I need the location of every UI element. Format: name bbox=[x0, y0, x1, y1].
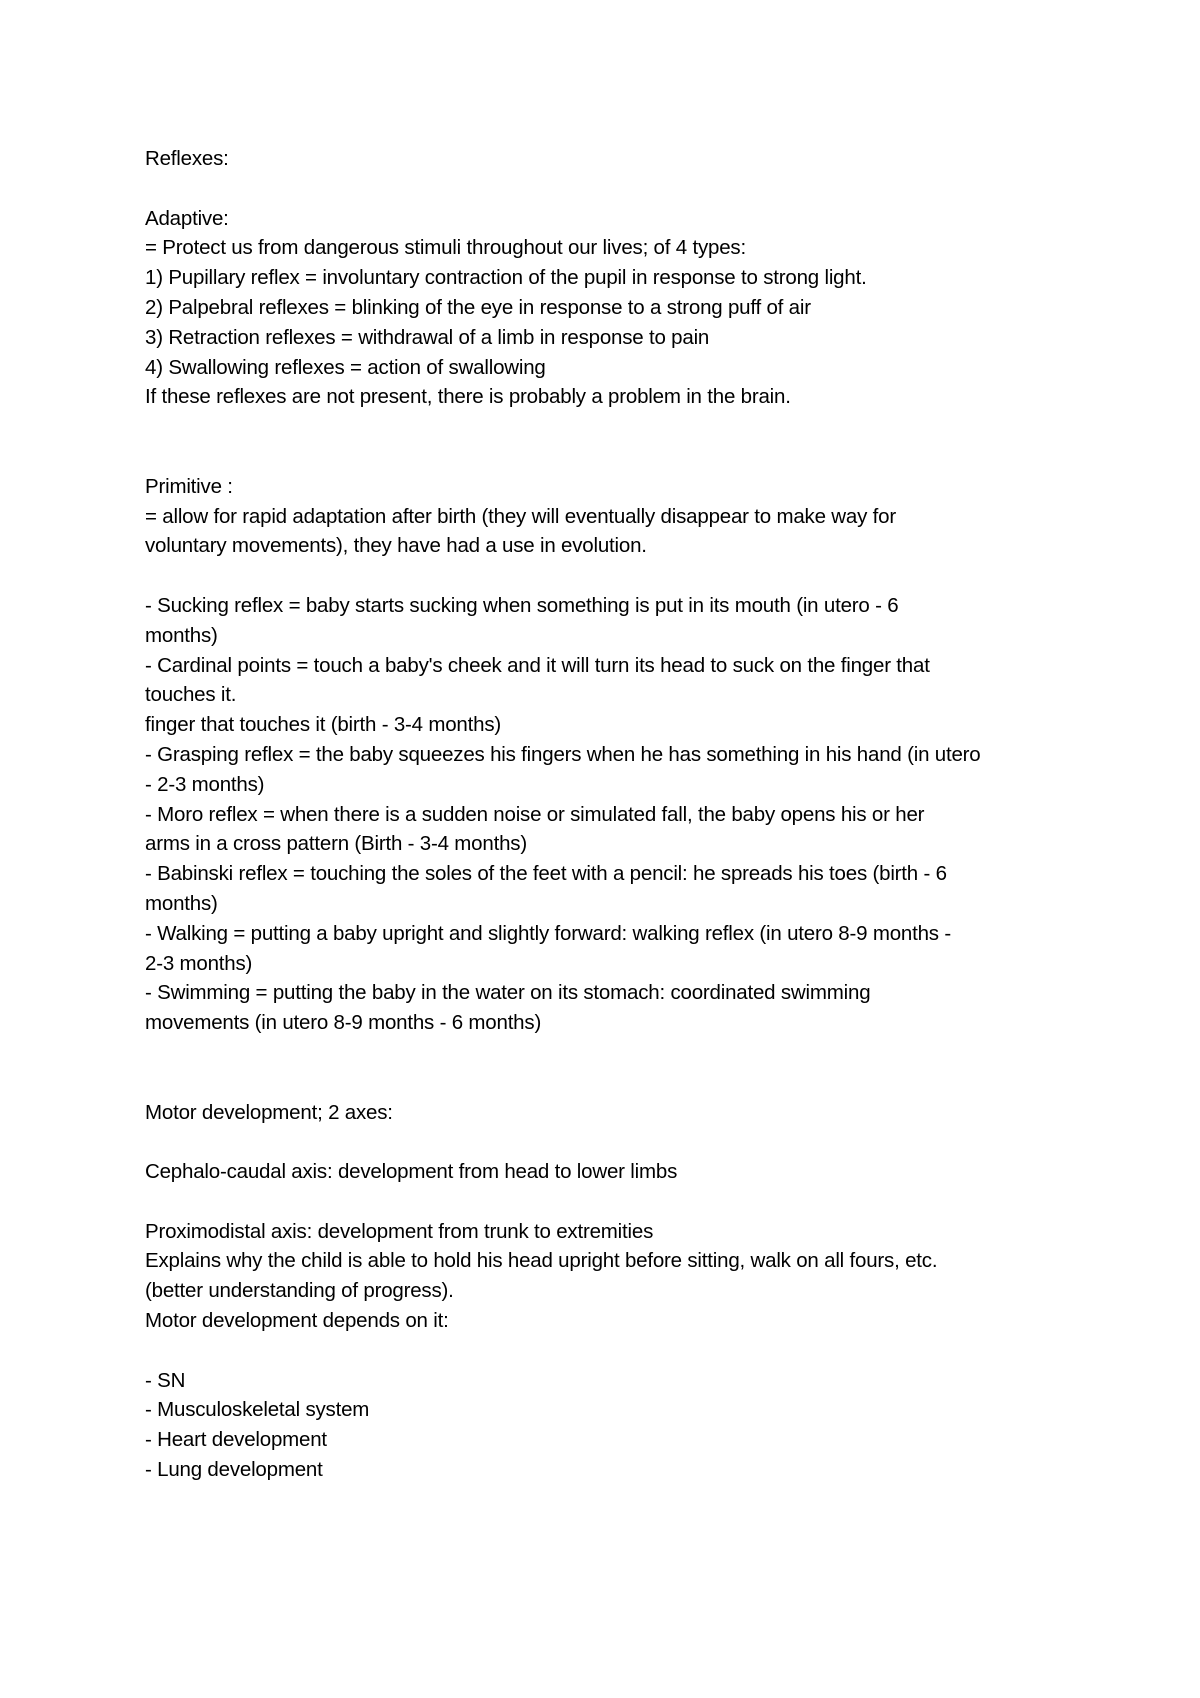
spacer bbox=[145, 174, 1075, 204]
spacer bbox=[145, 1038, 1075, 1098]
primitive-line: - Cardinal points = touch a baby's cheek and it will turn its head to suck on the finger that bbox=[145, 653, 930, 677]
document-heading: Reflexes: bbox=[145, 147, 229, 170]
cephalo-caudal-axis: Cephalo-caudal axis: development from head to lower limbs bbox=[145, 1160, 678, 1184]
spacer bbox=[145, 412, 1075, 472]
primitive-intro: voluntary movements), they have had a use in evolution. bbox=[145, 534, 647, 558]
spacer bbox=[145, 1336, 1075, 1366]
adaptive-item: 4) Swallowing reflexes = action of swallowing bbox=[145, 355, 546, 379]
primitive-line: - Swimming = putting the baby in the water on its stomach: coordinated swimming bbox=[145, 981, 871, 1005]
primitive-title: Primitive : bbox=[145, 474, 233, 498]
primitive-line: months) bbox=[145, 891, 218, 915]
primitive-line: - 2-3 months) bbox=[145, 772, 265, 796]
spacer bbox=[145, 561, 1075, 591]
primitive-line: months) bbox=[145, 623, 218, 647]
motor-explanation: (better understanding of progress). bbox=[145, 1279, 454, 1303]
primitive-line: - Grasping reflex = the baby squeezes his fingers when he has something in his hand (in utero bbox=[145, 742, 981, 766]
adaptive-note: If these reflexes are not present, there is probably a problem in the brain. bbox=[145, 385, 791, 409]
document-body bbox=[145, 144, 1075, 1485]
primitive-line: - Sucking reflex = baby starts sucking when something is put in its mouth (in utero - 6 bbox=[145, 593, 899, 617]
primitive-line: touches it. bbox=[145, 683, 237, 707]
primitive-line: 2-3 months) bbox=[145, 951, 253, 975]
dependency-item: - Lung development bbox=[145, 1458, 323, 1482]
adaptive-item: 3) Retraction reflexes = withdrawal of a limb in response to pain bbox=[145, 325, 710, 349]
proximodistal-axis: Proximodistal axis: development from trunk to extremities bbox=[145, 1219, 654, 1243]
primitive-line: - Moro reflex = when there is a sudden noise or simulated fall, the baby opens his or her bbox=[145, 802, 925, 826]
primitive-line: movements (in utero 8-9 months - 6 months) bbox=[145, 1011, 542, 1035]
spacer bbox=[145, 1187, 1075, 1217]
spacer bbox=[145, 1127, 1075, 1157]
primitive-line: - Babinski reflex = touching the soles of the feet with a pencil: he spreads his toes (birth - 6 bbox=[145, 862, 947, 886]
primitive-line: arms in a cross pattern (Birth - 3-4 months) bbox=[145, 832, 527, 856]
primitive-line: finger that touches it (birth - 3-4 months) bbox=[145, 713, 502, 737]
primitive-line: - Walking = putting a baby upright and slightly forward: walking reflex (in utero 8-9 months - bbox=[145, 921, 951, 945]
adaptive-intro: = Protect us from dangerous stimuli throughout our lives; of 4 types: bbox=[145, 236, 746, 260]
motor-title: Motor development; 2 axes: bbox=[145, 1100, 393, 1124]
adaptive-item: 1) Pupillary reflex = involuntary contraction of the pupil in response to strong light. bbox=[145, 266, 867, 290]
dependency-item: - Heart development bbox=[145, 1428, 327, 1452]
motor-depends: Motor development depends on it: bbox=[145, 1309, 449, 1333]
dependency-item: - SN bbox=[145, 1368, 186, 1392]
adaptive-title: Adaptive: bbox=[145, 206, 229, 230]
adaptive-item: 2) Palpebral reflexes = blinking of the eye in response to a strong puff of air bbox=[145, 295, 811, 319]
dependency-item: - Musculoskeletal system bbox=[145, 1398, 370, 1422]
motor-explanation: Explains why the child is able to hold his head upright before sitting, walk on all fours, etc. bbox=[145, 1249, 938, 1273]
primitive-intro: = allow for rapid adaptation after birth (they will eventually disappear to make way for bbox=[145, 504, 896, 528]
